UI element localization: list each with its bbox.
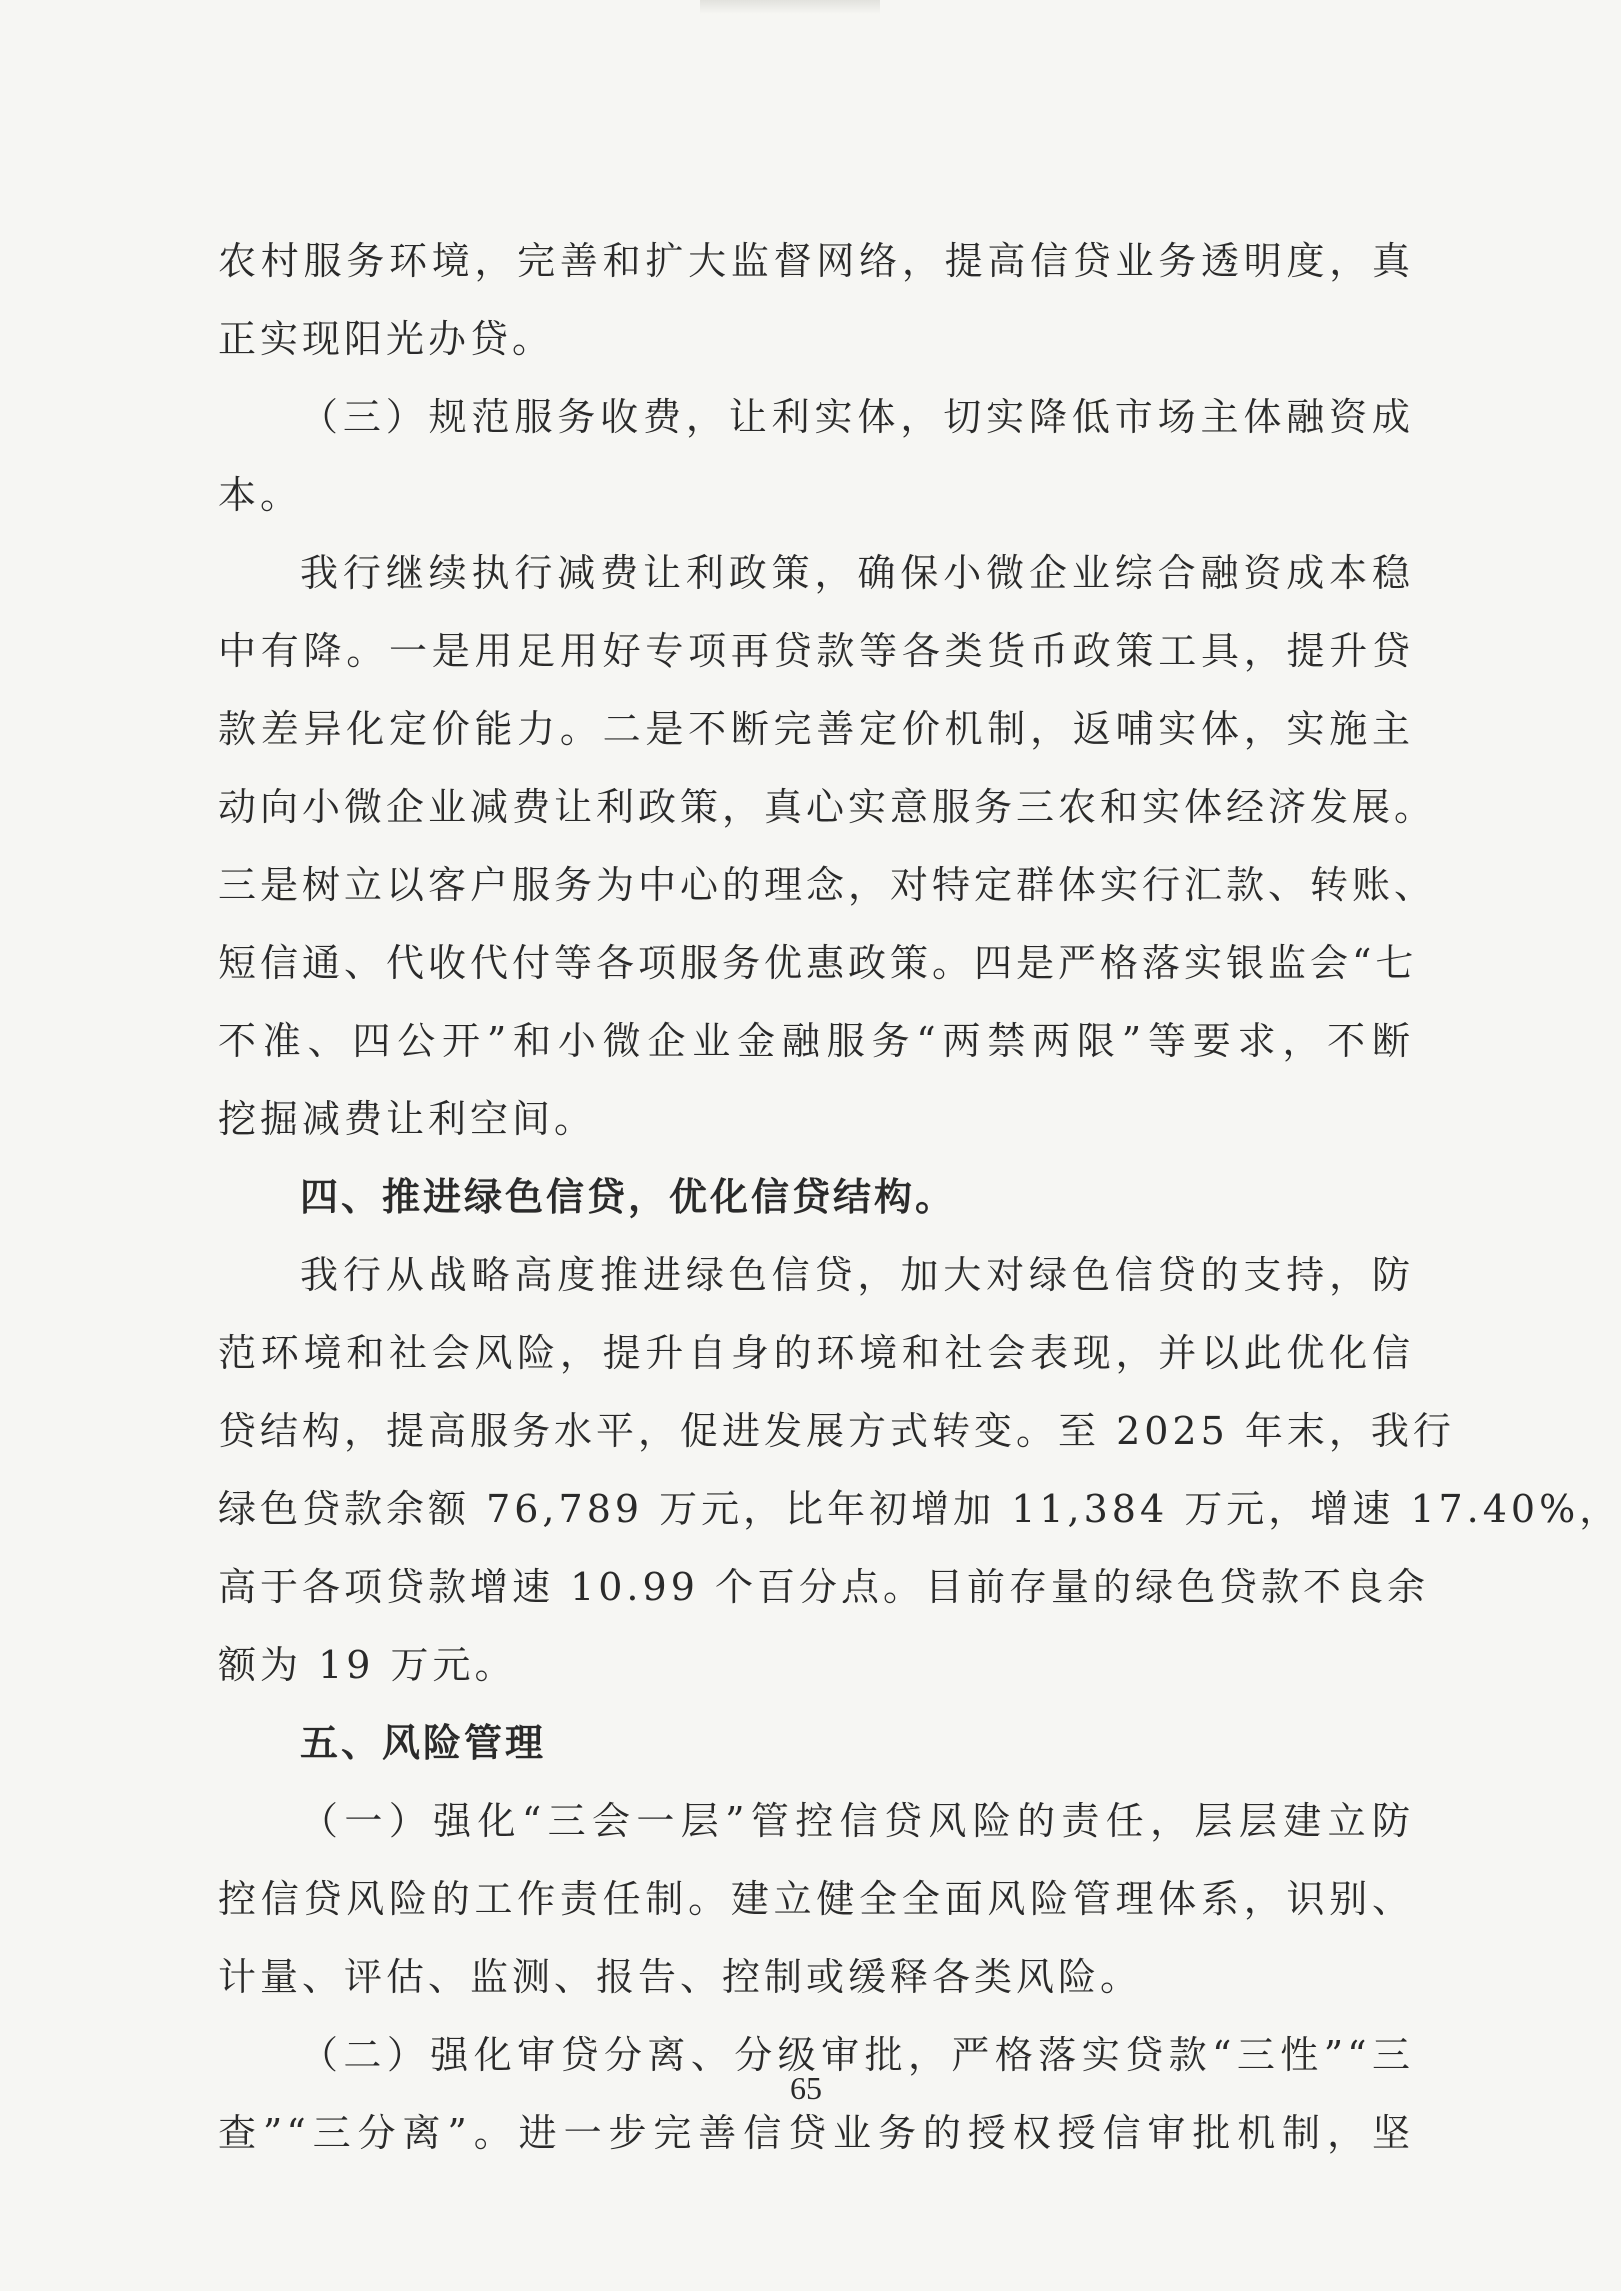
body-line: 控信贷风险的工作责任制。建立健全全面风险管理体系，识别、	[218, 1877, 1414, 1921]
page-number: 65	[790, 2070, 822, 2106]
heading-green-credit: 四、推进绿色信贷，优化信贷结构。	[300, 1175, 957, 1219]
body-line: 计量、评估、监测、报告、控制或缓释各类风险。	[218, 1955, 1143, 1999]
body-line: 高于各项贷款增速 10.99 个百分点。目前存量的绿色贷款不良余	[218, 1565, 1429, 1609]
body-line: 挖掘减费让利空间。	[218, 1097, 597, 1141]
scan-mark	[700, 0, 880, 14]
body-line: 农村服务环境，完善和扩大监督网络，提高信贷业务透明度，真	[218, 239, 1414, 283]
body-line: 查”“三分离”。进一步完善信贷业务的授权授信审批机制，坚	[218, 2111, 1414, 2155]
body-line: 我行继续执行减费让利政策，确保小微企业综合融资成本稳	[300, 551, 1414, 595]
body-line: （二）强化审贷分离、分级审批，严格落实贷款“三性”“三	[300, 2033, 1414, 2077]
body-line: 短信通、代收代付等各项服务优惠政策。四是严格落实银监会“七	[218, 941, 1418, 985]
body-line: 不准、四公开”和小微企业金融服务“两禁两限”等要求，不断	[218, 1019, 1414, 1063]
body-line: 正实现阳光办贷。	[218, 317, 555, 361]
body-line: （一）强化“三会一层”管控信贷风险的责任，层层建立防	[300, 1799, 1414, 1843]
document-body	[218, 222, 1621, 2172]
body-line: 中有降。一是用足用好专项再贷款等各类货币政策工具，提升贷	[218, 629, 1414, 673]
section-title-line: 本。	[218, 473, 303, 517]
body-line: 贷结构，提高服务水平，促进发展方式转变。至 2025 年末，我行	[218, 1409, 1455, 1453]
body-line: 范环境和社会风险，提升自身的环境和社会表现，并以此优化信	[218, 1331, 1414, 1375]
heading-risk-management: 五、风险管理	[300, 1721, 547, 1765]
body-line: 款差异化定价能力。二是不断完善定价机制，返哺实体，实施主	[218, 707, 1414, 751]
section-title-line: （三）规范服务收费，让利实体，切实降低市场主体融资成	[300, 395, 1414, 439]
body-line: 我行从战略高度推进绿色信贷，加大对绿色信贷的支持，防	[300, 1253, 1414, 1297]
body-line: 动向小微企业减费让利政策，真心实意服务三农和实体经济发展。	[218, 785, 1437, 829]
body-line: 三是树立以客户服务为中心的理念，对特定群体实行汇款、转账、	[218, 863, 1437, 907]
body-line: 绿色贷款余额 76,789 万元，比年初增加 11,384 万元，增速 17.40%，	[218, 1487, 1621, 1531]
body-line: 额为 19 万元。	[218, 1643, 517, 1687]
